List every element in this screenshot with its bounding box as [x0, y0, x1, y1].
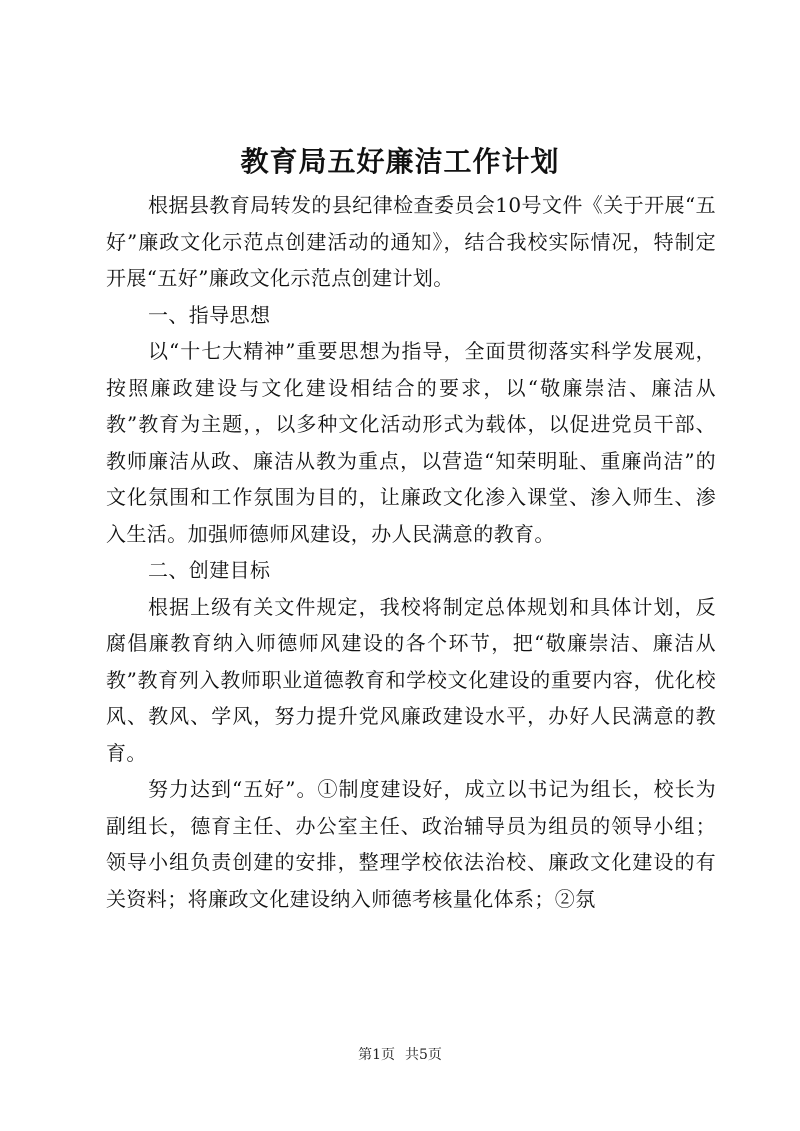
intro-paragraph: 根据县教育局转发的县纪律检查委员会10号文件《关于开展“五好”廉政文化示范点创建活动的通知》，结合我校实际情况，特制定开展“五好”廉政文化示范点创建计划。	[106, 193, 716, 290]
goals-paragraph: 根据上级有关文件规定，我校将制定总体规划和具体计划，反腐倡廉教育纳入师德师风建设的各个环节，把“敬廉崇洁、廉洁从教”教育列入教师职业道德教育和学校文化建设的重要内容，优化校风、教风、学风，努力提升党风廉政建设水平，办好人民满意的教育。	[106, 594, 716, 765]
section-heading-goals: 二、创建目标	[148, 558, 271, 582]
five-goods-paragraph: 努力达到“五好”。①制度建设好，成立以书记为组长，校长为副组长，德育主任、办公室主任、政治辅导员为组员的领导小组；领导小组负责创建的安排，整理学校依法治校、廉政文化建设的有关资料；将廉政文化建设纳入师德考核量化体系；②氛	[106, 777, 716, 911]
page-footer	[0, 1045, 800, 1065]
document-title: 教育局五好廉洁工作计划	[240, 145, 560, 178]
section-heading-guiding-ideology: 一、指导思想	[148, 302, 271, 327]
document-body	[106, 187, 716, 917]
page-total: 共5页	[405, 1047, 442, 1063]
page-number: 第1页	[358, 1047, 395, 1063]
guiding-ideology-paragraph: 以“十七大精神”重要思想为指导，全面贯彻落实科学发展观，按照廉政建设与文化建设相结合的要求，以“敬廉崇洁、廉洁从教”教育为主题，，以多种文化活动形式为载体，以促进党员干部、教师廉洁从政、廉洁从教为重点，以营造“知荣明耻、重廉尚洁”的文化氛围和工作氛围为目的，让廉政文化渗入课堂、渗入师生、渗入生活。加强师德师风建设，办人民满意的教育。	[106, 339, 716, 546]
